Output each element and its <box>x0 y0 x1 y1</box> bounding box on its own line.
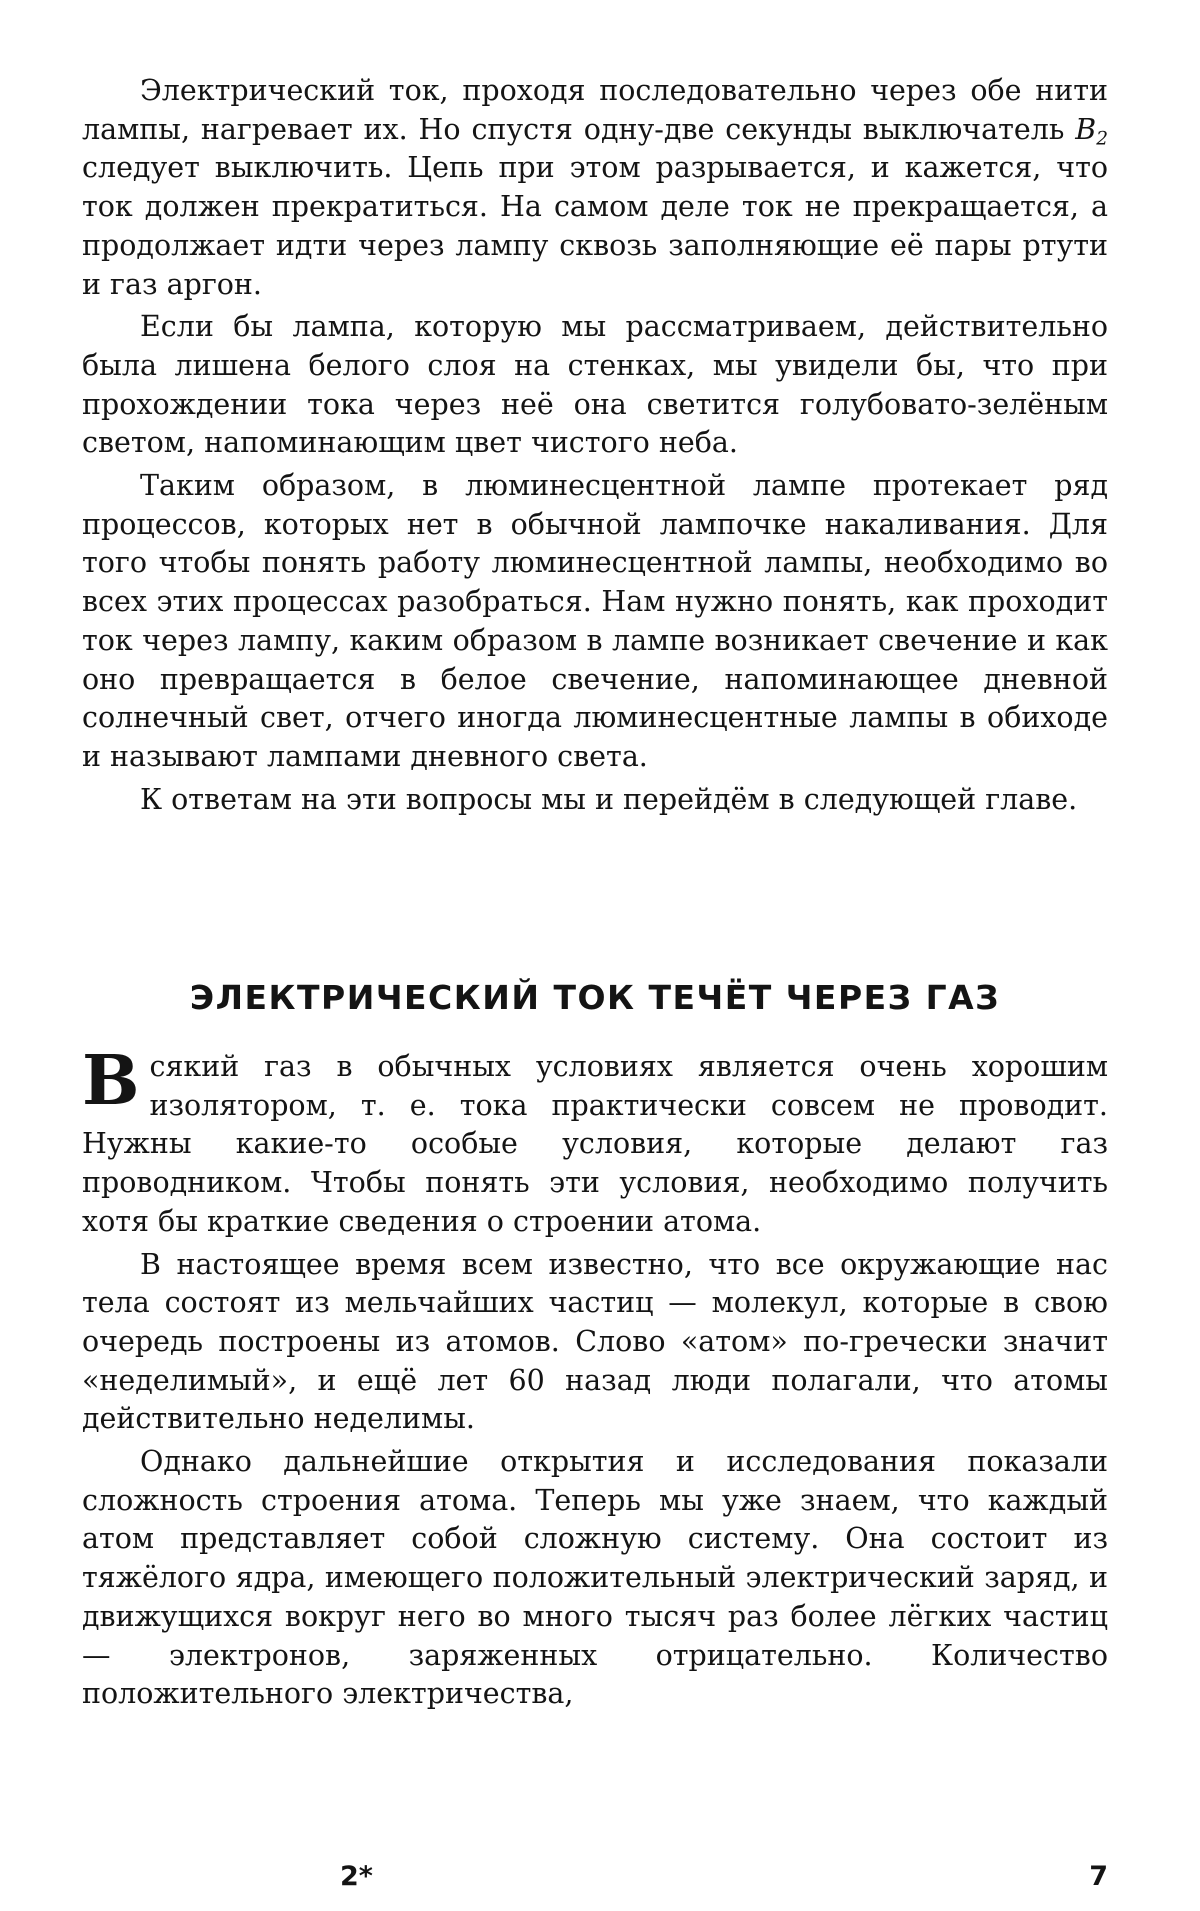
paragraph-text: сякий газ в обычных условиях является очень хорошим изолятором, т. е. тока практически совсем не проводит. Нужны какие-то особые условия, которые делают газ проводником. Чтобы понять эти условия, необходимо получить хотя бы краткие сведения о строении атома. <box>82 1050 1108 1238</box>
paragraph: Если бы лампа, которую мы рассматриваем, действительно была лишена белого слоя на стенках, мы увидели бы, что при прохождении тока через неё она светится голубовато-зелёным светом, напоминающим цвет чистого неба. <box>82 310 1108 460</box>
switch-symbol <box>1075 112 1108 150</box>
paragraph <box>82 1041 1108 1242</box>
paragraph-text: следует выключить. Цепь при этом разрывается, и кажется, что ток должен прекратиться. На самом деле ток не прекращается, а продолжает идти через лампу сквозь заполняющие её пары ртути и газ аргон. <box>82 151 1108 301</box>
switch-symbol-letter: B <box>1075 112 1097 146</box>
page-number: 7 <box>1089 1861 1108 1892</box>
chapter-heading: ЭЛЕКТРИЧЕСКИЙ ТОК ТЕЧЁТ ЧЕРЕЗ ГАЗ <box>189 978 1001 1017</box>
paragraph: Таким образом, в люминесцентной лампе протекает ряд процессов, которых нет в обычной лампочке накаливания. Для того чтобы понять работу люминесцентной лампы, необходимо во всех этих процессах разобраться. Нам нужно понять, как проходит ток через лампу, каким образом в лампе возникает свечение и как оно превращается в белое свечение, напоминающее дневной солнечный свет, отчего иногда люминесцентные лампы в обиходе и называют лампами дневного света. <box>82 469 1108 773</box>
paragraph <box>82 72 1108 304</box>
drop-cap: В <box>82 1041 140 1121</box>
paragraph-text: Электрический ток, проходя последовательно через обе нити лампы, нагревает их. Но спустя одну-две секунды выключатель <box>82 74 1108 146</box>
paragraph: Однако дальнейшие открытия и исследования показали сложность строения атома. Теперь мы уже знаем, что каждый атом представляет собой сложную систему. Она состоит из тяжёлого ядра, имеющего положительный электрический заряд, и движущихся вокруг него во много тысяч раз более лёгких частиц — электронов, заряженных отрицательно. Количество положительного электричества, <box>82 1445 1108 1711</box>
switch-symbol-subscript: 2 <box>1096 128 1108 150</box>
signature-mark: 2* <box>340 1861 373 1892</box>
paragraph: В настоящее время всем известно, что все окружающие нас тела состоят из мельчайших частиц — молекул, которые в свою очередь построены из атомов. Слово «атом» по-гречески значит «неделимый», и ещё лет 60 назад люди полагали, что атомы действительно неделимы. <box>82 1247 1108 1436</box>
chapter-section <box>82 1041 1108 1714</box>
paragraph: К ответам на эти вопросы мы и перейдём в следующей главе. <box>140 782 1078 816</box>
intro-section <box>82 72 1108 819</box>
